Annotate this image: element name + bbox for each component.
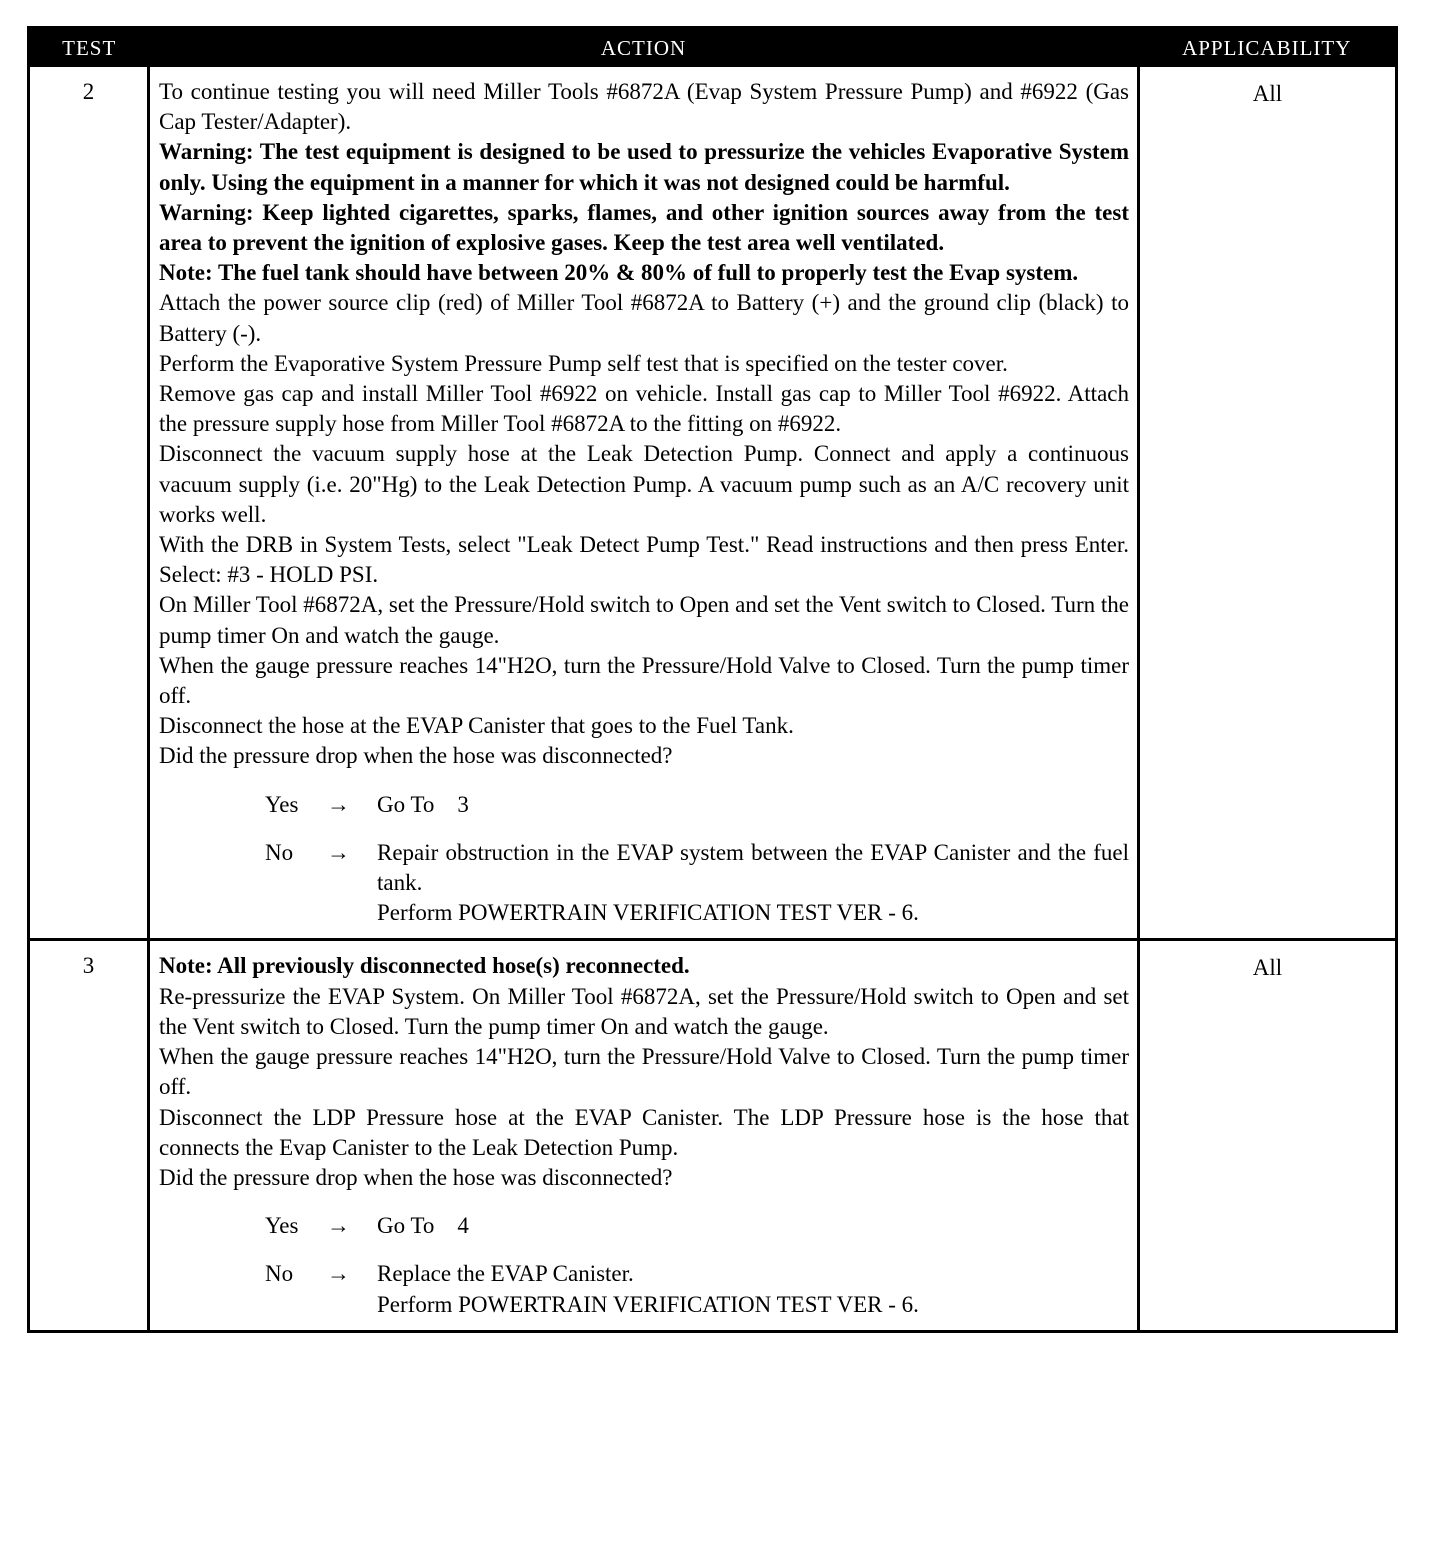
action-paragraph: When the gauge pressure reaches 14"H2O, turn the Pressure/Hold Valve to Closed. Turn the pump timer off. (159, 1044, 1129, 1100)
choice-yes (265, 1211, 1129, 1241)
action-paragraph: Re-pressurize the EVAP System. On Miller Tool #6872A, set the Pressure/Hold switch to Open and set the Vent switch to Closed. Turn the pump timer On and watch the gauge. (159, 983, 1129, 1039)
header-applicability: APPLICABILITY (1139, 28, 1397, 68)
action-paragraph: Perform the Evaporative System Pressure Pump self test that is specified on the tester cover. (159, 350, 1008, 376)
arrow-right-icon: → (327, 791, 350, 817)
choice-no (265, 838, 1129, 929)
action-paragraph: On Miller Tool #6872A, set the Pressure/Hold switch to Open and set the Vent switch to Closed. Turn the pump timer On and watch the gauge. (159, 592, 1129, 648)
table-row (29, 940, 1397, 1331)
choice-label: No (265, 839, 294, 865)
table-header-row (29, 28, 1397, 68)
choice-label: No (265, 1261, 294, 1287)
choice-result-line: Go To 3 (377, 791, 469, 817)
action-cell (149, 940, 1139, 1331)
applicability-value: All (1252, 955, 1283, 981)
choice-result-line: Replace the EVAP Canister. (377, 1261, 634, 1287)
header-action: ACTION (149, 28, 1139, 68)
action-paragraph: Disconnect the hose at the EVAP Canister that goes to the Fuel Tank. (159, 713, 794, 739)
note-paragraph: Note: All previously disconnected hose(s) reconnected. (159, 953, 690, 979)
service-procedure-sheet (27, 26, 1395, 1333)
header-test: TEST (29, 28, 149, 68)
action-paragraph: When the gauge pressure reaches 14"H2O, turn the Pressure/Hold Valve to Closed. Turn the pump timer off. (159, 652, 1129, 709)
choice-result-line: Repair obstruction in the EVAP system between the EVAP Canister and the fuel tank. (377, 839, 1129, 896)
arrow-right-icon: → (327, 1261, 350, 1287)
action-paragraph: Attach the power source clip (red) of Miller Tool #6872A to Battery (+) and the ground clip (black) to Battery (-). (159, 290, 1129, 346)
arrow-right-icon: → (327, 839, 350, 865)
action-cell (149, 67, 1139, 940)
diagnostic-test-table (27, 26, 1398, 1333)
applicability-value: All (1139, 67, 1397, 940)
choice-result-line: Go To 4 (377, 1213, 469, 1239)
choice-label: Yes (265, 1213, 299, 1239)
question-paragraph: Did the pressure drop when the hose was disconnected? (159, 743, 673, 769)
choice-result (377, 838, 1129, 929)
choice-label: Yes (265, 791, 299, 817)
test-number: 2 (29, 67, 149, 940)
question-paragraph: Did the pressure drop when the hose was disconnected? (159, 1164, 673, 1190)
choice-result (377, 1211, 1129, 1241)
test-number: 3 (29, 940, 149, 1331)
arrow-right-icon: → (327, 1213, 350, 1239)
action-paragraph: Disconnect the LDP Pressure hose at the EVAP Canister. The LDP Pressure hose is the hose that connects the Evap Canister to the Leak Detection Pump. (159, 1104, 1129, 1160)
table-row (29, 67, 1397, 940)
choice-result (377, 1259, 1129, 1319)
warning-paragraph: Warning: The test equipment is designed to be used to pressurize the vehicles Evaporative System only. Using the equipment in a manner for which it was not designed could be harmful. (159, 139, 1129, 195)
action-paragraph: To continue testing you will need Miller Tools #6872A (Evap System Pressure Pump) and #6922 (Gas Cap Tester/Adapter). (159, 79, 1129, 135)
choice-result (377, 790, 1129, 820)
choice-result-line: Perform POWERTRAIN VERIFICATION TEST VER - 6. (377, 1291, 919, 1317)
note-paragraph: Note: The fuel tank should have between 20% & 80% of full to properly test the Evap system. (159, 260, 1079, 286)
warning-paragraph: Warning: Keep lighted cigarettes, sparks, flames, and other ignition sources away from the test area to prevent the ignition of explosive gases. Keep the test area well ventilated. (159, 199, 1129, 256)
action-paragraph: With the DRB in System Tests, select "Leak Detect Pump Test." Read instructions and then press Enter. Select: #3 - HOLD PSI. (159, 532, 1129, 588)
choice-no (265, 1259, 1129, 1319)
action-paragraph: Remove gas cap and install Miller Tool #6922 on vehicle. Install gas cap to Miller Tool #6922. Attach the pressure supply hose from Miller Tool #6872A to the fitting on #6922. (159, 381, 1129, 437)
action-paragraph: Disconnect the vacuum supply hose at the Leak Detection Pump. Connect and apply a continuous vacuum supply (i.e. 20"Hg) to the Leak Detection Pump. A vacuum pump such as an A/C recovery unit works well. (159, 441, 1129, 527)
choice-result-line: Perform POWERTRAIN VERIFICATION TEST VER - 6. (377, 900, 919, 926)
choice-yes (265, 790, 1129, 820)
